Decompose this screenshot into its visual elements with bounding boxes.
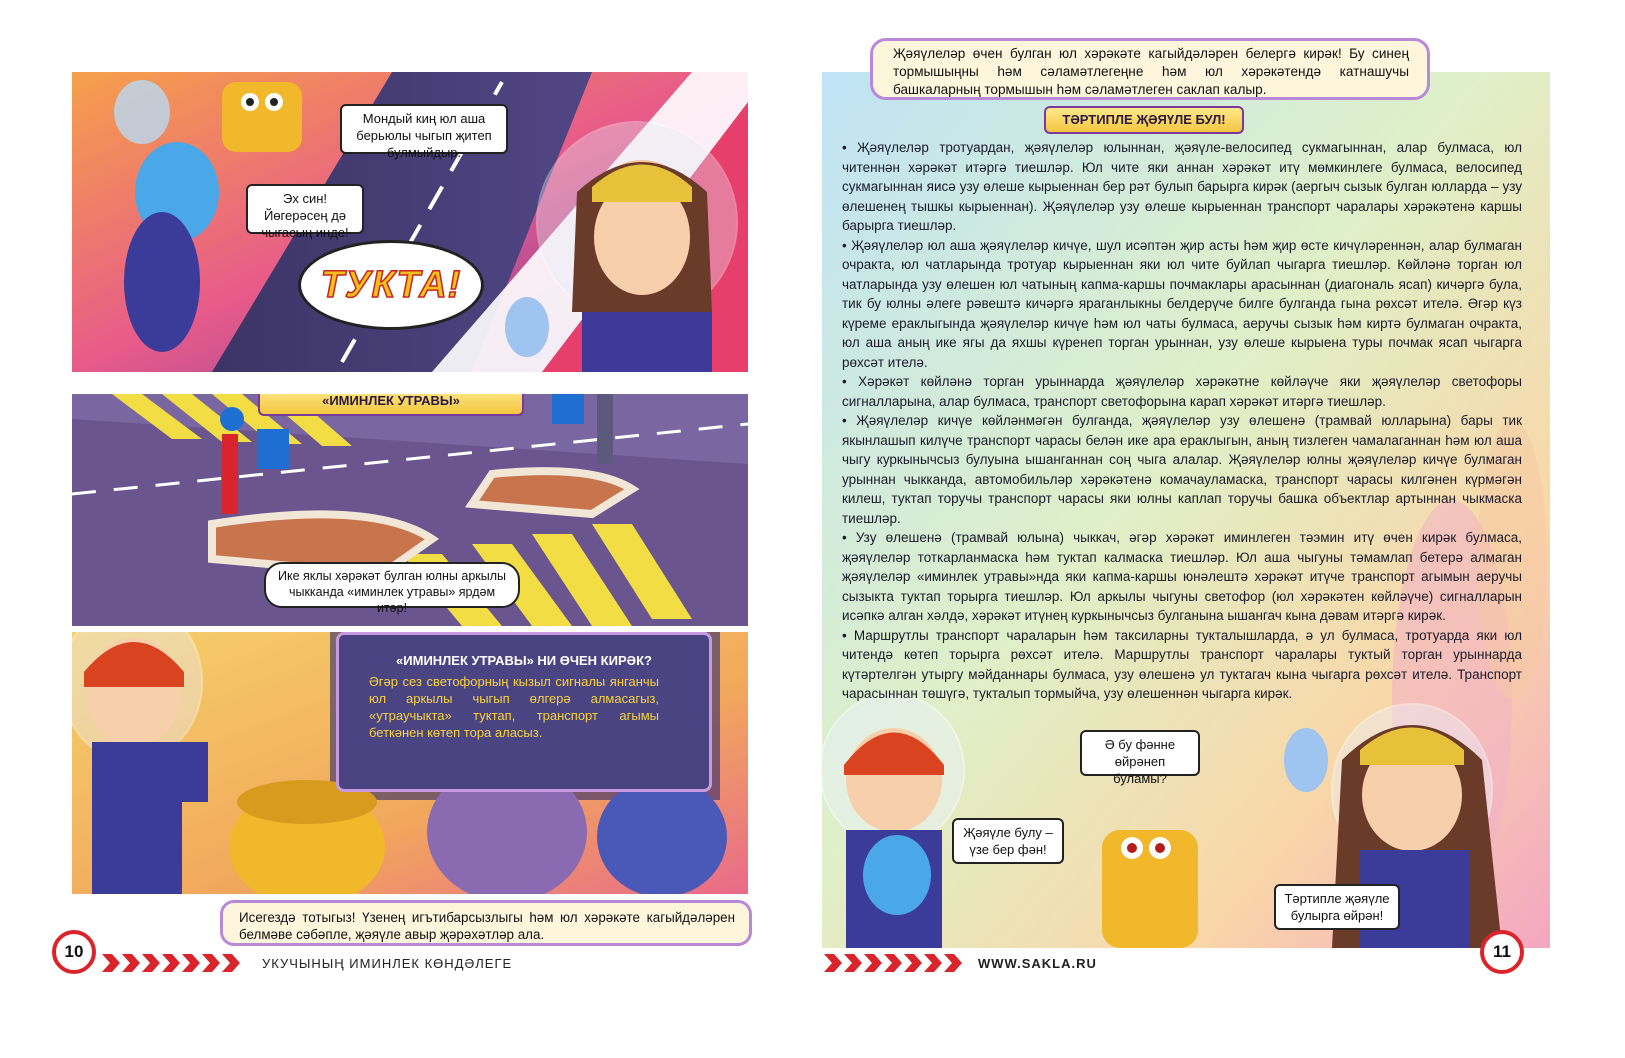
bottom-warning-text: Исегездә тотыгыз! Үзенең игътибарсызлыгы һәм юл хәрәкәте кагыйдәләрен белмәве сәбәпле, җәяүле авыр җәрәхәтләр ала.	[239, 910, 735, 942]
bottom-warning-note	[220, 900, 752, 946]
page-number-left: 10	[52, 930, 96, 974]
section-title: ТӘРТИПЛЕ ҖӘЯҮЛЕ БУЛ!	[1044, 106, 1244, 134]
left-page	[0, 0, 812, 1058]
footer-website[interactable]: WWW.SAKLA.RU	[978, 956, 1097, 971]
robot-speech-bubble: Мондый киң юл аша берьюлы чыгып җитеп булмыйдыр.	[340, 104, 508, 154]
comic-panel-2	[72, 394, 748, 626]
stop-shout-text: ТУКТА!	[320, 263, 462, 306]
rule-paragraph-4: • Җәяүлеләр кичүе көйләнмәгән булганда, җәяүлеләр узу өлешенә (трамвай юлларына) бары тик якынлашып килүче транспорт чарасы белән ике ара ераклыгын, аның тизлеген чамалаганнан һәм юл аша чыгу куркынычсыз булуына ышанганнан соң чыга алалар. Җәяүлеләр юлны җәяүлеләр кичүе булмаган урыннан чыкканда, автомобильләр хәрәкәтенә комачауламаска, транспорт чарасы килгәнен күрмәгән килеш, туктап торучы транспорт чарасы яки юлны каплап торучы башка объектлар артыннан чыкмаска тиешләр.	[842, 413, 1522, 526]
footer-title-left: УКУЧЫНЫҢ ИМИНЛЕК КӨНДӘЛЕГЕ	[262, 956, 513, 971]
intro-box	[870, 38, 1430, 100]
safety-island-title: «ИМИНЛЕК УТРАВЫ»	[258, 394, 524, 416]
girl-speech-bubble: Тәртипле җәяүле булырга өйрән!	[1274, 884, 1400, 930]
rule-paragraph-6: • Маршрутлы транспорт чараларын һәм таксиларны тукталышларда, ә ул булмаса, тротуарда яки юл читендә көтеп торырга рөхсәт ителә. Маршрутлы транспорт чаралары туктый торган урыннарда күтәртелгән утыргу мәйданнары булмаса, узу өлешенә ул туктагач кына чыгарга рөхсәт ителә. Транспорт чарасыннан төшүгә, тукталып тормыйча, узу өлешеннән чыгарга кирәк.	[842, 627, 1522, 701]
rule-paragraph-2: • Җәяүлеләр юл аша җәяүлеләр кичүе, шул исәптән җир асты һәм җир өсте кичүләреннән, алар булмаган очракта, юл чатларында тротуар кырыеннан яки юл чите буйлап чыгарга тиешләр. Көйләнә торган юл чатларында узу өлешен юл чатының капма-каршы почмаклары арасыннан (диагональ ясап) кичәргә була, тик бу юлны әлеге рәвештә кичәргә яраганлыкны белдерүче билге булганда гына рөхсәт ителә. Әгәр күз күреме ераклыгында җәяүлеләр кичүе һәм юл чаты булмаса, аеручы сызык һәм киртә булмаган очракта, юл аша аның ике ягы да яхшы күренеп торган урыннан, узу өлеше кырыена туры почмак ясап чыгарга рөхсәт ителә.	[842, 237, 1522, 370]
comic-panel-1	[72, 72, 748, 372]
alien-speech-bubble: Эх син! Йөгерәсең дә чыгасың инде!	[246, 184, 364, 234]
rule-paragraph-1: • Җәяүлеләр тротуардан, җәяүлеләр юлыннан, җәяүле-велосипед сукмагыннан, алар булмаса, юл читеннән хәрәкәт итәргә тиешләр. Юл чите яки аннан хәрәкәт итү мөмкинлеге булмаса, велосипед сукмагыннан яисә узу өлеше кырыеннан бер рәт булып барырга кирәк (аергыч сызык булган юлларда – узу өлешенең тышкы кырыеннан). Җәяүлеләр узу өлеше кырыеннан транспорт чаралары хәрәкәтенә каршы барырга тиешләр.	[842, 140, 1522, 233]
safety-island-info-box	[336, 632, 712, 792]
footer-chevrons-left	[102, 954, 252, 972]
robot-speech-bubble-right: Ә бу фәнне өйрәнеп буламы?	[1080, 730, 1200, 776]
rule-paragraph-5: • Узу өлешенә (трамвай юлына) чыккач, әгәр хәрәкәт иминлеген тәэмин итү өчен кирәк булмаса, җәяүлеләр тоткарланмаска һәм туктап калмаска тиешләр. Юл аша чыгуны тәмамлап бетерә алмаган җәяүлеләр «иминлек утравы»нда яки капма-каршы юнәлештә хәрәкәт итүче транспорт агымын аеручы сызыкта туктап торырга тиешләр. Юл аркылы чыгуны светофор (юл хәрәкәтен көйләүче) сигналларын исәпкә алган хәлдә, хәрәкәт итүнең куркынычсыз булганына ышангач кына дәвам итәргә кирәк.	[842, 530, 1522, 623]
rules-text	[842, 138, 1522, 704]
footer-chevrons-right	[824, 954, 974, 972]
boy-speech-bubble: Җәяүле булу – үзе бер фән!	[952, 818, 1064, 864]
stop-shout-bubble	[298, 240, 484, 330]
intro-text: Җәяүлеләр өчен булган юл хәрәкәте кагыйдәләрен белергә кирәк! Бу синең тормышыңны һәм сәламәтлегеңне һәм юл хәрәкәтендә катнашучы башкаларның тормышын һәм сәламәтлеген саклап калыр.	[893, 46, 1409, 97]
right-page	[812, 0, 1625, 1058]
boy-speech-bubble-safety-island: Ике яклы хәрәкәт булган юлны аркылы чыкканда «иминлек утравы» ярдәм итәр!	[264, 562, 520, 608]
info-box-text: Әгәр сез светофорның кызыл сигналы янганчы юл аркылы чыгып өлгерә алмасагыз, «утраучыкта» туктап, транспорт агымы беткәнен көтеп тора аласыз.	[369, 674, 659, 740]
comic-panel-3	[72, 632, 748, 894]
info-box-heading: «ИМИНЛЕК УТРАВЫ» НИ ӨЧЕН КИРӘК?	[396, 653, 652, 668]
rule-paragraph-3: • Хәрәкәт көйләнә торган урыннарда җәяүлеләр хәрәкәтне көйләүче яки җәяүлеләр светофоры сигналларына, алар булмаса, транспорт светофорына карап хәрәкәт итәргә тиешләр.	[842, 374, 1522, 409]
page-number-right: 11	[1480, 930, 1524, 974]
